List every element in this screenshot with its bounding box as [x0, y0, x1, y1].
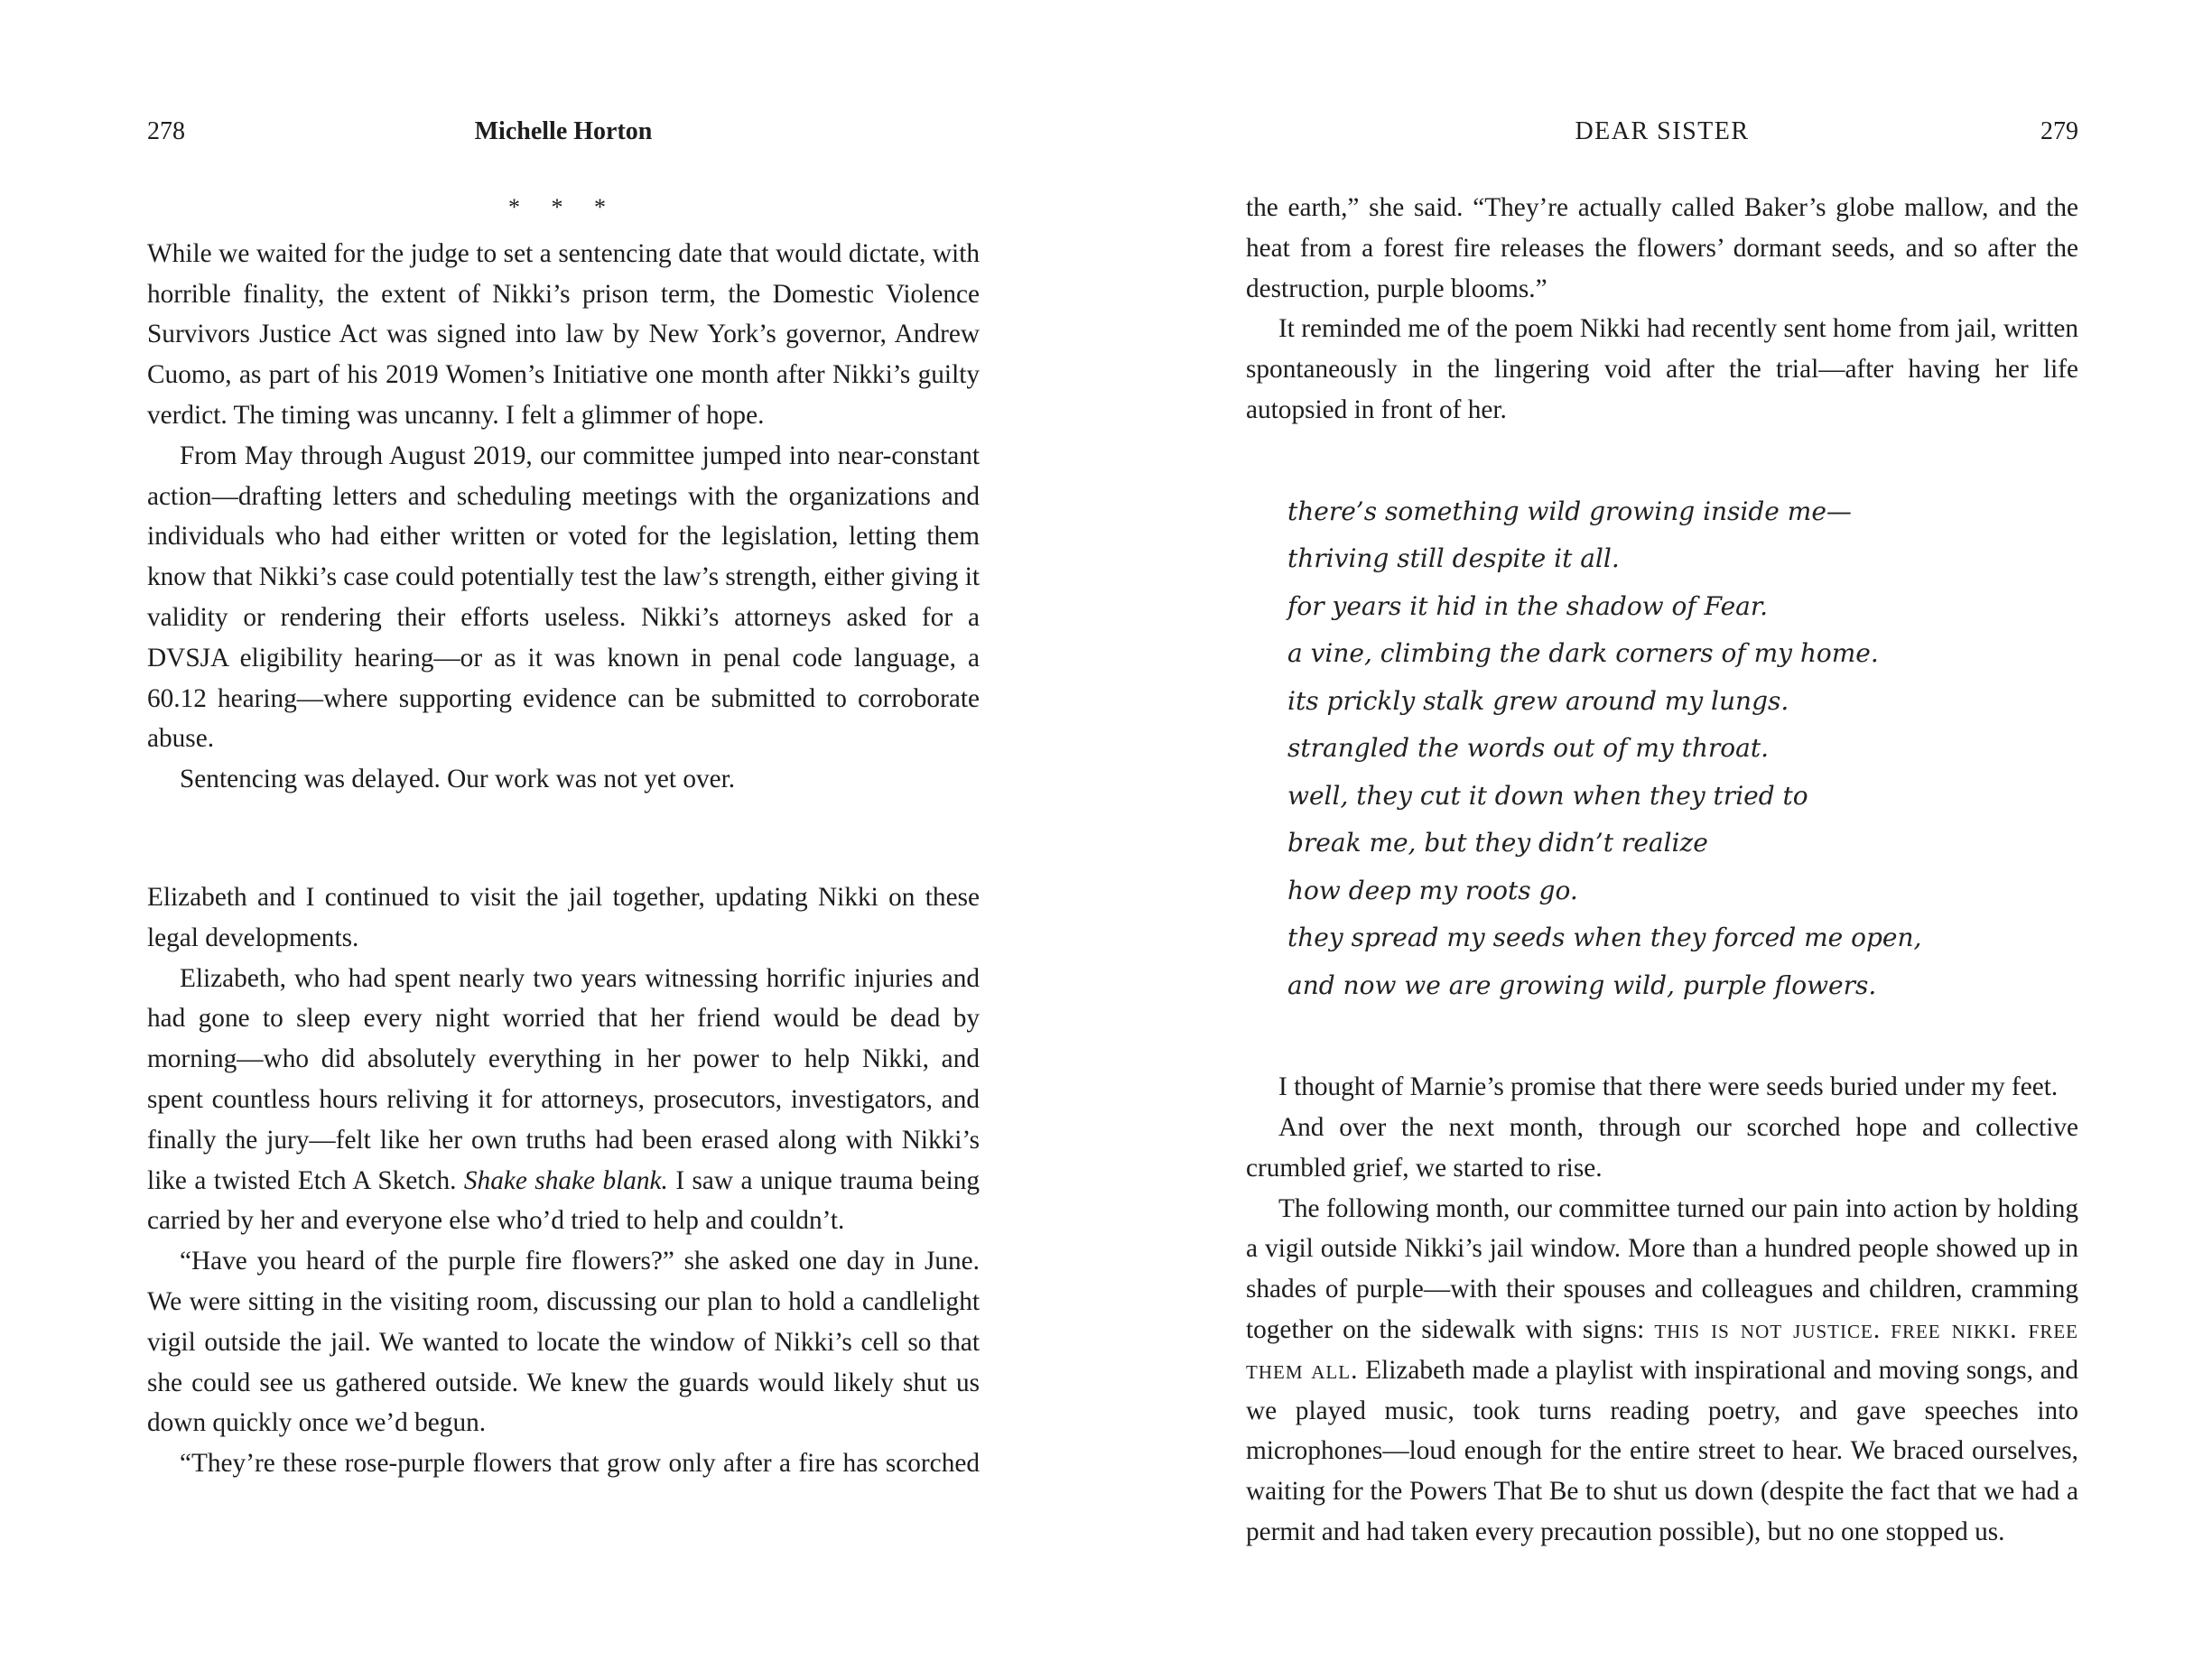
- poem-line: there’s something wild growing inside me—: [1287, 496, 1852, 526]
- poem-line: break me, but they didn’t realize: [1287, 828, 1708, 858]
- paragraph: Sentencing was delayed. Our work was not yet over.: [180, 765, 736, 794]
- paragraph: [147, 959, 980, 1242]
- right-running-title: DEAR SISTER: [1575, 117, 1750, 145]
- poem-line: they spread my seeds when they forced me open,: [1287, 923, 1922, 953]
- right-running-head: [1246, 114, 2078, 150]
- paragraph-text: Elizabeth, who had spent nearly two years witnessing horrific injuries and had gone to sleep every night worried that her friend would be dead by morning—who did absolutely everything in her power to help Nikki, and spent countless hours reliving it for attorneys, prosecutors, investigators, and finally the jury—felt like her own truths had been erased along with Nikki’s like a twisted Etch A Sketch.: [147, 963, 980, 1195]
- left-body-text: [147, 188, 980, 1484]
- right-page: [1106, 0, 2212, 1670]
- poem-line: its prickly stalk grew around my lungs.: [1287, 685, 1789, 716]
- paragraph: Elizabeth and I continued to visit the jail together, updating Nikki on these legal developments.: [147, 882, 980, 952]
- poem-line: how deep my roots go.: [1287, 875, 1578, 905]
- protest-sign-text: this is not justice.: [1654, 1315, 1882, 1345]
- poem-line: and now we are growing wild, purple flowers.: [1287, 970, 1877, 1000]
- poem-line: strangled the words out of my throat.: [1287, 733, 1769, 764]
- left-running-title: Michelle Horton: [474, 117, 653, 145]
- paragraph-text: The following month, our committee turned our pain into action by holding a vigil outside Nikki’s jail window. More than a hundred people showed up in shades of purple—with their spouses and colleagues and children, cramming together on the sidewalk with signs:: [1246, 1193, 2078, 1345]
- poem-line: for years it hid in the shadow of Fear.: [1287, 590, 1769, 621]
- paragraph: While we waited for the judge to set a sentencing date that would dictate, with horrible finality, the extent of Nikki’s prison term, the Domestic Violence Survivors Justice Act was signed into law by New York’s governor, Andrew Cuomo, as part of his 2019 Women’s Initiative one month after Nikki’s guilty verdict. The timing was uncanny. I felt a glimmer of hope.: [147, 238, 980, 430]
- poem-line: thriving still despite it all.: [1287, 543, 1620, 574]
- left-page-number: 278: [147, 117, 185, 145]
- section-break: * * *: [508, 194, 618, 220]
- italic-phrase: Shake shake blank.: [463, 1165, 668, 1195]
- poem-line: well, they cut it down when they tried to: [1287, 780, 1808, 811]
- paragraph: “They’re these rose-purple flowers that grow only after a fire has scorched: [180, 1449, 980, 1479]
- right-page-number: 279: [2040, 117, 2078, 145]
- paragraph: I thought of Marnie’s promise that there were seeds buried under my feet.: [1278, 1072, 2059, 1102]
- paragraph: the earth,” she said. “They’re actually called Baker’s globe mallow, and the heat from a forest fire releases the flowers’ dormant seeds, and so after the destruction, purple blooms.”: [1246, 193, 2078, 303]
- paragraph: It reminded me of the poem Nikki had recently sent home from jail, written spontaneously in the lingering void after the trial—after having her life autopsied in front of her.: [1246, 314, 2078, 424]
- left-running-head: [147, 114, 980, 150]
- paragraph: [1246, 1189, 2078, 1553]
- protest-sign-text: free nikki. free them all.: [1246, 1315, 2078, 1385]
- section-gap: [147, 800, 980, 877]
- paragraph-text: I saw a unique trauma being carried by her and everyone else who’d tried to help and couldn’t.: [147, 1165, 981, 1236]
- paragraph: “Have you heard of the purple fire flowers?” she asked one day in June. We were sitting in the visiting room, discussing our plan to hold a candlelight vigil outside the jail. We wanted to locate the window of Nikki’s cell so that she could see us gathered outside. We knew the guards would likely shut us down quickly once we’d begun.: [147, 1247, 980, 1438]
- poem: [1287, 488, 2078, 1010]
- paragraph: From May through August 2019, our committee jumped into near-constant action—drafting letters and scheduling meetings with the organizations and individuals who had either written or voted for the legislation, letting them know that Nikki’s case could potentially test the law’s strength, either giving it validity or rendering their efforts useless. Nikki’s attorneys asked for a DVSJA eligibility hearing—or as it was known in penal code language, a 60.12 hearing—where supporting evidence can be submitted to corroborate abuse.: [147, 441, 980, 754]
- right-body-text: [1246, 188, 2078, 1553]
- paragraph-text: Elizabeth made a playlist with inspirational and moving songs, and we played music, took turns reading poetry, and gave speeches into microphones—loud enough for the entire street to hear. We braced ourselves, waiting for the Powers That Be to shut us down (despite the fact that we had a permit and had taken every precaution possible), but no one stopped us.: [1246, 1355, 2079, 1547]
- poem-line: a vine, climbing the dark corners of my home.: [1287, 638, 1879, 669]
- paragraph: And over the next month, through our scorched hope and collective crumbled grief, we started to rise.: [1246, 1113, 2078, 1183]
